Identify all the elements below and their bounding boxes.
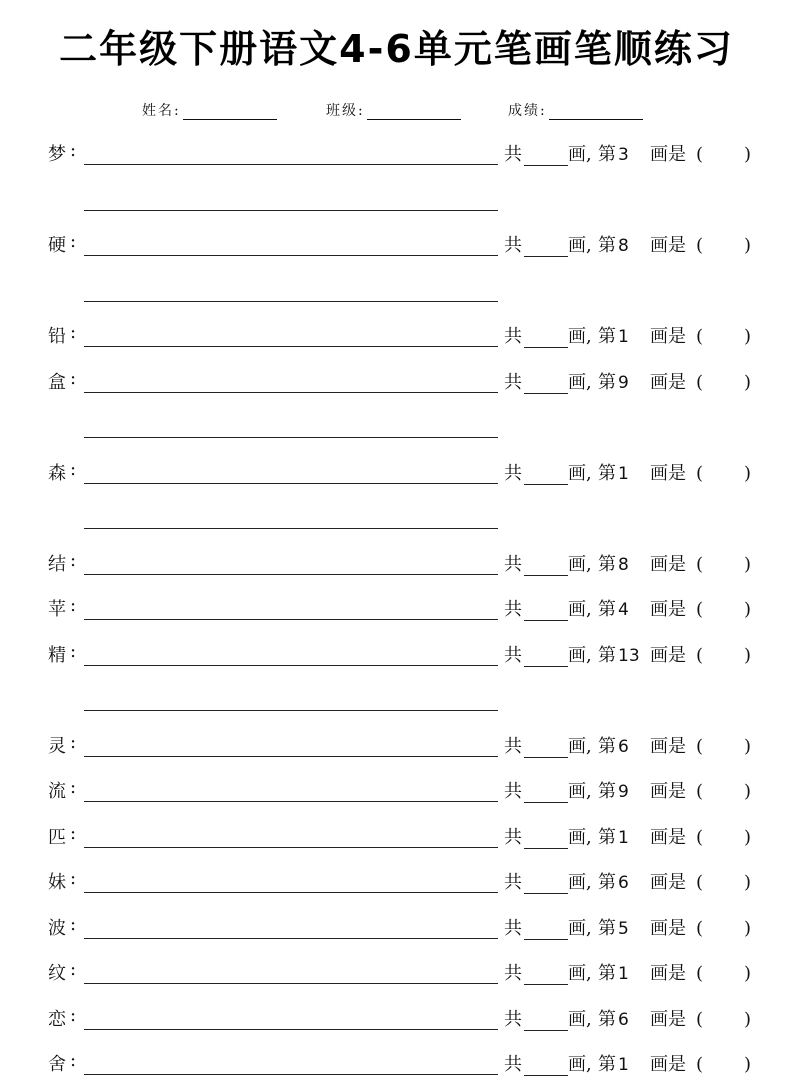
exercise-character: 苹 [48,599,66,620]
stroke-unit: 画 [568,963,586,984]
stroke-is-label: 画是 [650,918,686,939]
ordinal-label: 第 [598,144,616,165]
total-label: 共 [504,1054,522,1075]
stroke-unit: 画 [568,372,586,393]
stroke-is-label: 画是 [650,872,686,893]
stroke-question [504,777,751,803]
stroke-count-blank[interactable] [524,602,568,621]
exercise-row [0,1005,793,1035]
exercise-row [0,140,793,170]
exercise-character: 波 [48,918,66,939]
exercise-character: 舍 [48,1054,66,1075]
stroke-count-blank[interactable] [524,830,568,849]
stroke-writing-line[interactable] [84,164,498,165]
comma: , [586,326,592,347]
comma: , [586,235,592,256]
total-label: 共 [504,736,522,757]
answer-parentheses[interactable]: ( [696,736,704,757]
stroke-unit: 画 [568,599,586,620]
stroke-count-blank[interactable] [524,1057,568,1076]
exercise-colon: : [70,368,77,389]
total-label: 共 [504,372,522,393]
stroke-is-label: 画是 [650,144,686,165]
stroke-is-label: 画是 [650,1009,686,1030]
ordinal-label: 第 [598,372,616,393]
ordinal-label: 第 [598,235,616,256]
stroke-question [504,322,751,348]
close-parenthesis: ) [744,827,752,848]
answer-parentheses[interactable]: ( [696,963,704,984]
close-parenthesis: ) [744,554,752,575]
exercise-colon: : [70,322,77,343]
name-label: 姓名: [142,103,181,119]
exercise-colon: : [70,1050,77,1071]
ordinal-label: 第 [598,827,616,848]
comma: , [586,372,592,393]
stroke-is-label: 画是 [650,599,686,620]
total-label: 共 [504,645,522,666]
stroke-writing-line[interactable] [84,255,498,256]
stroke-count-blank[interactable] [524,466,568,485]
comma: , [586,463,592,484]
stroke-unit: 画 [568,918,586,939]
exercise-character: 硬 [48,235,66,256]
stroke-writing-line-continued[interactable] [84,528,498,529]
comma: , [586,872,592,893]
answer-parentheses[interactable]: ( [696,827,704,848]
exercise-character: 结 [48,554,66,575]
stroke-is-label: 画是 [650,1054,686,1075]
stroke-count-blank[interactable] [524,875,568,894]
stroke-unit: 画 [568,463,586,484]
total-label: 共 [504,1009,522,1030]
answer-parentheses[interactable]: ( [696,1054,704,1075]
ordinal-label: 第 [598,1054,616,1075]
stroke-number: 1 [618,964,629,984]
exercise-row [0,550,793,580]
stroke-count-blank[interactable] [524,739,568,758]
stroke-question [504,959,751,985]
exercise-row [0,459,793,489]
exercise-character: 精 [48,645,66,666]
total-label: 共 [504,781,522,802]
exercise-row [0,959,793,989]
stroke-unit: 画 [568,827,586,848]
exercise-character: 梦 [48,144,66,165]
answer-parentheses[interactable]: ( [696,781,704,802]
stroke-question [504,823,751,849]
score-blank[interactable] [549,103,643,120]
ordinal-label: 第 [598,736,616,757]
stroke-writing-line[interactable] [84,756,498,757]
close-parenthesis: ) [744,463,752,484]
stroke-number: 6 [618,1010,629,1030]
stroke-is-label: 画是 [650,736,686,757]
exercise-character: 恋 [48,1009,66,1030]
stroke-count-blank[interactable] [524,375,568,394]
exercise-row [0,732,793,762]
stroke-is-label: 画是 [650,326,686,347]
stroke-number: 5 [618,919,629,939]
stroke-writing-line[interactable] [84,847,498,848]
comma: , [586,827,592,848]
ordinal-label: 第 [598,599,616,620]
stroke-writing-line[interactable] [84,1029,498,1030]
name-field[interactable] [142,100,277,120]
stroke-question [504,1050,751,1076]
answer-parentheses[interactable]: ( [696,599,704,620]
exercise-row [0,322,793,352]
stroke-writing-line[interactable] [84,619,498,620]
exercise-row [0,777,793,807]
ordinal-label: 第 [598,463,616,484]
stroke-number: 9 [618,782,629,802]
stroke-number: 13 [618,646,640,666]
comma: , [586,144,592,165]
stroke-is-label: 画是 [650,827,686,848]
stroke-count-blank[interactable] [524,648,568,667]
stroke-is-label: 画是 [650,781,686,802]
ordinal-label: 第 [598,645,616,666]
exercise-row [0,595,793,625]
ordinal-label: 第 [598,1009,616,1030]
exercise-character: 盒 [48,372,66,393]
exercise-colon: : [70,231,77,252]
stroke-number: 8 [618,236,629,256]
exercise-row [0,823,793,853]
stroke-is-label: 画是 [650,463,686,484]
exercise-character: 妹 [48,872,66,893]
exercise-character: 铅 [48,326,66,347]
exercise-colon: : [70,868,77,889]
total-label: 共 [504,599,522,620]
score-label: 成绩: [508,103,547,119]
comma: , [586,918,592,939]
total-label: 共 [504,326,522,347]
exercise-colon: : [70,1005,77,1026]
stroke-unit: 画 [568,872,586,893]
stroke-unit: 画 [568,235,586,256]
exercise-colon: : [70,959,77,980]
comma: , [586,554,592,575]
close-parenthesis: ) [744,235,752,256]
stroke-question [504,595,751,621]
exercise-row [0,368,793,398]
stroke-unit: 画 [568,326,586,347]
close-parenthesis: ) [744,372,752,393]
close-parenthesis: ) [744,1054,752,1075]
score-field[interactable] [508,100,643,120]
stroke-count-blank[interactable] [524,557,568,576]
stroke-writing-line[interactable] [84,938,498,939]
stroke-unit: 画 [568,1054,586,1075]
comma: , [586,1009,592,1030]
ordinal-label: 第 [598,326,616,347]
stroke-is-label: 画是 [650,963,686,984]
stroke-count-blank[interactable] [524,966,568,985]
stroke-count-blank[interactable] [524,921,568,940]
total-label: 共 [504,827,522,848]
exercise-character: 流 [48,781,66,802]
close-parenthesis: ) [744,1009,752,1030]
stroke-count-blank[interactable] [524,1012,568,1031]
exercise-row [0,231,793,261]
stroke-number: 9 [618,373,629,393]
ordinal-label: 第 [598,872,616,893]
answer-parentheses[interactable]: ( [696,1009,704,1030]
stroke-question [504,459,751,485]
exercise-colon: : [70,732,77,753]
comma: , [586,736,592,757]
exercise-row [0,868,793,898]
answer-parentheses[interactable]: ( [696,918,704,939]
class-field[interactable] [326,100,461,120]
total-label: 共 [504,872,522,893]
stroke-number: 1 [618,327,629,347]
comma: , [586,599,592,620]
stroke-writing-line[interactable] [84,346,498,347]
exercise-colon: : [70,823,77,844]
stroke-count-blank[interactable] [524,147,568,166]
class-label: 班级: [326,103,365,119]
stroke-unit: 画 [568,144,586,165]
stroke-unit: 画 [568,1009,586,1030]
stroke-writing-line[interactable] [84,1074,498,1075]
comma: , [586,1054,592,1075]
total-label: 共 [504,144,522,165]
close-parenthesis: ) [744,781,752,802]
exercise-character: 匹 [48,827,66,848]
stroke-writing-line-continued[interactable] [84,210,498,211]
stroke-number: 4 [618,600,629,620]
comma: , [586,781,592,802]
exercise-row [0,914,793,944]
ordinal-label: 第 [598,781,616,802]
answer-parentheses[interactable]: ( [696,326,704,347]
stroke-question [504,914,751,940]
ordinal-label: 第 [598,963,616,984]
comma: , [586,645,592,666]
stroke-is-label: 画是 [650,372,686,393]
answer-parentheses[interactable]: ( [696,645,704,666]
stroke-number: 1 [618,828,629,848]
stroke-writing-line-continued[interactable] [84,437,498,438]
stroke-is-label: 画是 [650,554,686,575]
stroke-count-blank[interactable] [524,329,568,348]
close-parenthesis: ) [744,736,752,757]
exercise-colon: : [70,550,77,571]
total-label: 共 [504,554,522,575]
answer-parentheses[interactable]: ( [696,372,704,393]
answer-parentheses[interactable]: ( [696,235,704,256]
stroke-is-label: 画是 [650,645,686,666]
stroke-writing-line-continued[interactable] [84,710,498,711]
stroke-writing-line[interactable] [84,483,498,484]
exercise-colon: : [70,140,77,161]
close-parenthesis: ) [744,963,752,984]
stroke-is-label: 画是 [650,235,686,256]
stroke-writing-line[interactable] [84,983,498,984]
stroke-question [504,231,751,257]
total-label: 共 [504,963,522,984]
stroke-writing-line[interactable] [84,574,498,575]
stroke-writing-line-continued[interactable] [84,301,498,302]
stroke-count-blank[interactable] [524,238,568,257]
stroke-unit: 画 [568,645,586,666]
exercise-colon: : [70,777,77,798]
stroke-number: 3 [618,145,629,165]
stroke-number: 1 [618,1055,629,1075]
close-parenthesis: ) [744,144,752,165]
stroke-unit: 画 [568,554,586,575]
stroke-unit: 画 [568,781,586,802]
comma: , [586,963,592,984]
answer-parentheses[interactable]: ( [696,144,704,165]
answer-parentheses[interactable]: ( [696,872,704,893]
class-blank[interactable] [367,103,461,120]
stroke-writing-line[interactable] [84,892,498,893]
stroke-writing-line[interactable] [84,392,498,393]
stroke-writing-line[interactable] [84,665,498,666]
answer-parentheses[interactable]: ( [696,463,704,484]
worksheet-title: 二年级下册语文4-6单元笔画笔顺练习 [59,27,734,71]
ordinal-label: 第 [598,918,616,939]
stroke-question [504,732,751,758]
stroke-number: 6 [618,873,629,893]
stroke-question [504,550,751,576]
total-label: 共 [504,463,522,484]
exercise-character: 森 [48,463,66,484]
stroke-number: 8 [618,555,629,575]
stroke-writing-line[interactable] [84,801,498,802]
exercise-row [0,1050,793,1080]
total-label: 共 [504,235,522,256]
close-parenthesis: ) [744,599,752,620]
stroke-question [504,641,751,667]
exercise-colon: : [70,641,77,662]
stroke-question [504,868,751,894]
stroke-question [504,1005,751,1031]
exercise-character: 灵 [48,736,66,757]
exercise-colon: : [70,459,77,480]
close-parenthesis: ) [744,645,752,666]
close-parenthesis: ) [744,326,752,347]
close-parenthesis: ) [744,872,752,893]
exercise-row [0,641,793,671]
stroke-number: 6 [618,737,629,757]
exercise-character: 纹 [48,963,66,984]
exercise-colon: : [70,595,77,616]
stroke-question [504,368,751,394]
stroke-unit: 画 [568,736,586,757]
total-label: 共 [504,918,522,939]
name-blank[interactable] [183,103,277,120]
exercise-colon: : [70,914,77,935]
ordinal-label: 第 [598,554,616,575]
stroke-count-blank[interactable] [524,784,568,803]
answer-parentheses[interactable]: ( [696,554,704,575]
close-parenthesis: ) [744,918,752,939]
stroke-question [504,140,751,166]
stroke-number: 1 [618,464,629,484]
